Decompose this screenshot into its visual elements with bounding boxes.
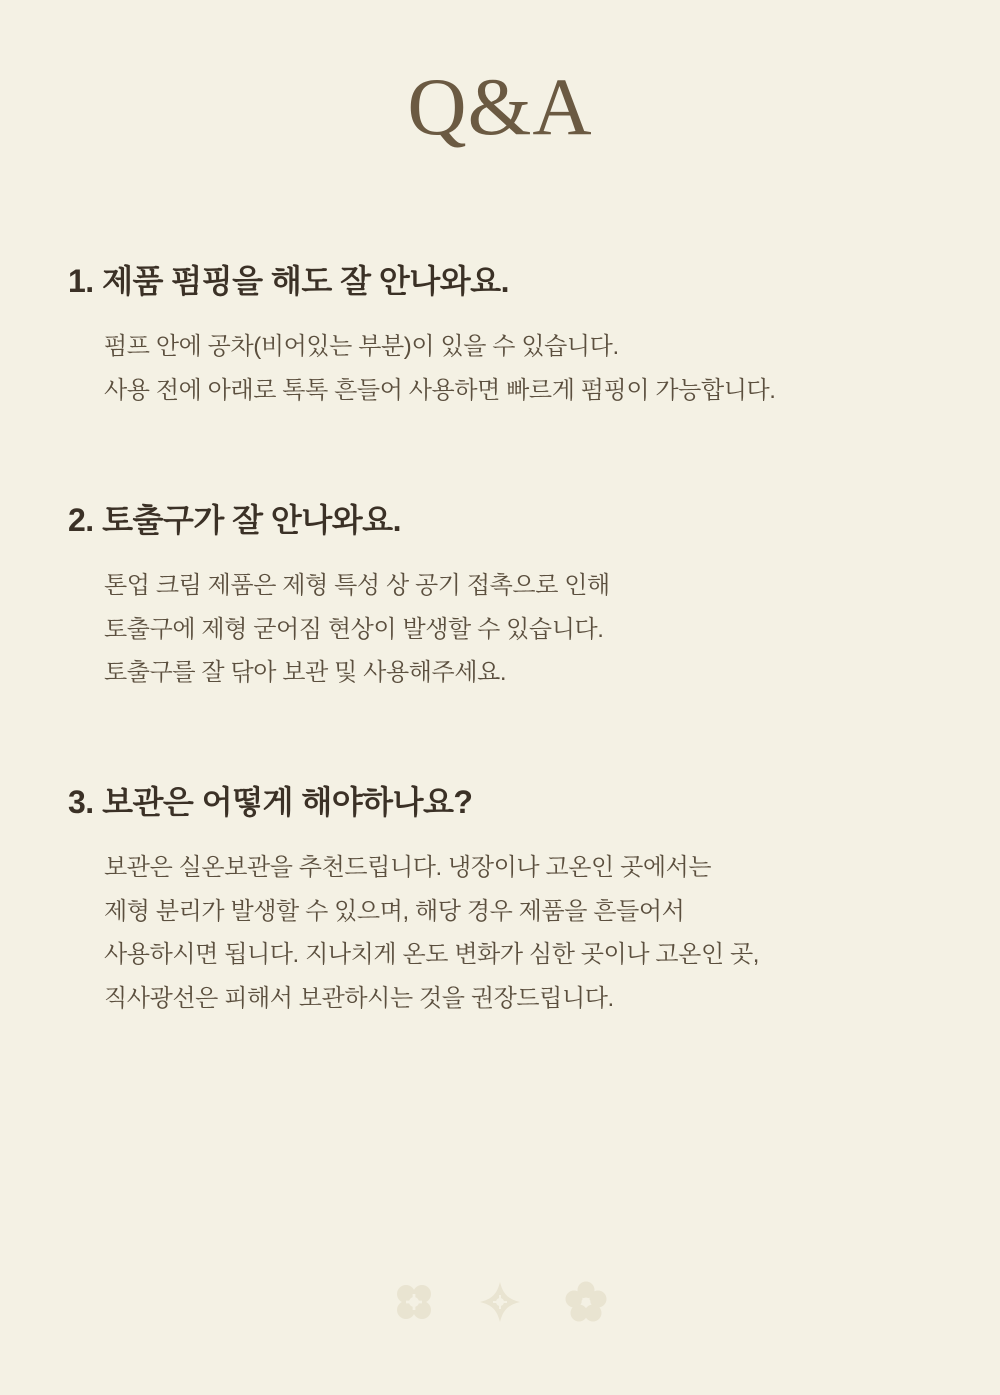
flower-ornament-icon: [393, 1281, 435, 1323]
qa-answer-line: 보관은 실온보관을 추천드립니다. 냉장이나 고온인 곳에서는: [104, 854, 712, 882]
qa-item: [0, 413, 1000, 695]
qa-item: [0, 152, 1000, 413]
qa-answer: [68, 325, 930, 412]
qa-list: [0, 152, 1000, 1021]
flower-ornament-icon: [565, 1281, 607, 1323]
qa-question: 3. 보관은 어떻게 해야하나요?: [68, 783, 473, 820]
qa-item: [0, 695, 1000, 1021]
qa-answer-line: 제형 분리가 발생할 수 있으며, 해당 경우 제품을 흔들어서: [104, 897, 685, 925]
qa-answer: [68, 846, 930, 1021]
qa-answer-line: 토출구를 잘 닦아 보관 및 사용해주세요.: [104, 659, 507, 687]
diamond-ornament-icon: [479, 1281, 521, 1323]
page-title: Q&A: [407, 61, 593, 152]
qa-answer-line: 토출구에 제형 굳어짐 현상이 발생할 수 있습니다.: [104, 615, 604, 643]
qa-answer: [68, 564, 930, 695]
qa-question: 1. 제품 펌핑을 해도 잘 안나와요.: [68, 263, 509, 300]
qa-answer-line: 펌프 안에 공차(비어있는 부분)이 있을 수 있습니다.: [104, 333, 619, 361]
qa-answer-line: 사용 전에 아래로 톡톡 흔들어 사용하면 빠르게 펌핑이 가능합니다.: [104, 377, 776, 405]
qa-answer-line: 직사광선은 피해서 보관하시는 것을 권장드립니다.: [104, 985, 614, 1013]
qa-answer-line: 사용하시면 됩니다. 지나치게 온도 변화가 심한 곳이나 고온인 곳,: [104, 941, 760, 969]
ornament-row: [0, 1281, 1000, 1323]
qa-question: 2. 토출구가 잘 안나와요.: [68, 501, 401, 538]
qa-answer-line: 톤업 크림 제품은 제형 특성 상 공기 접촉으로 인해: [104, 571, 610, 599]
